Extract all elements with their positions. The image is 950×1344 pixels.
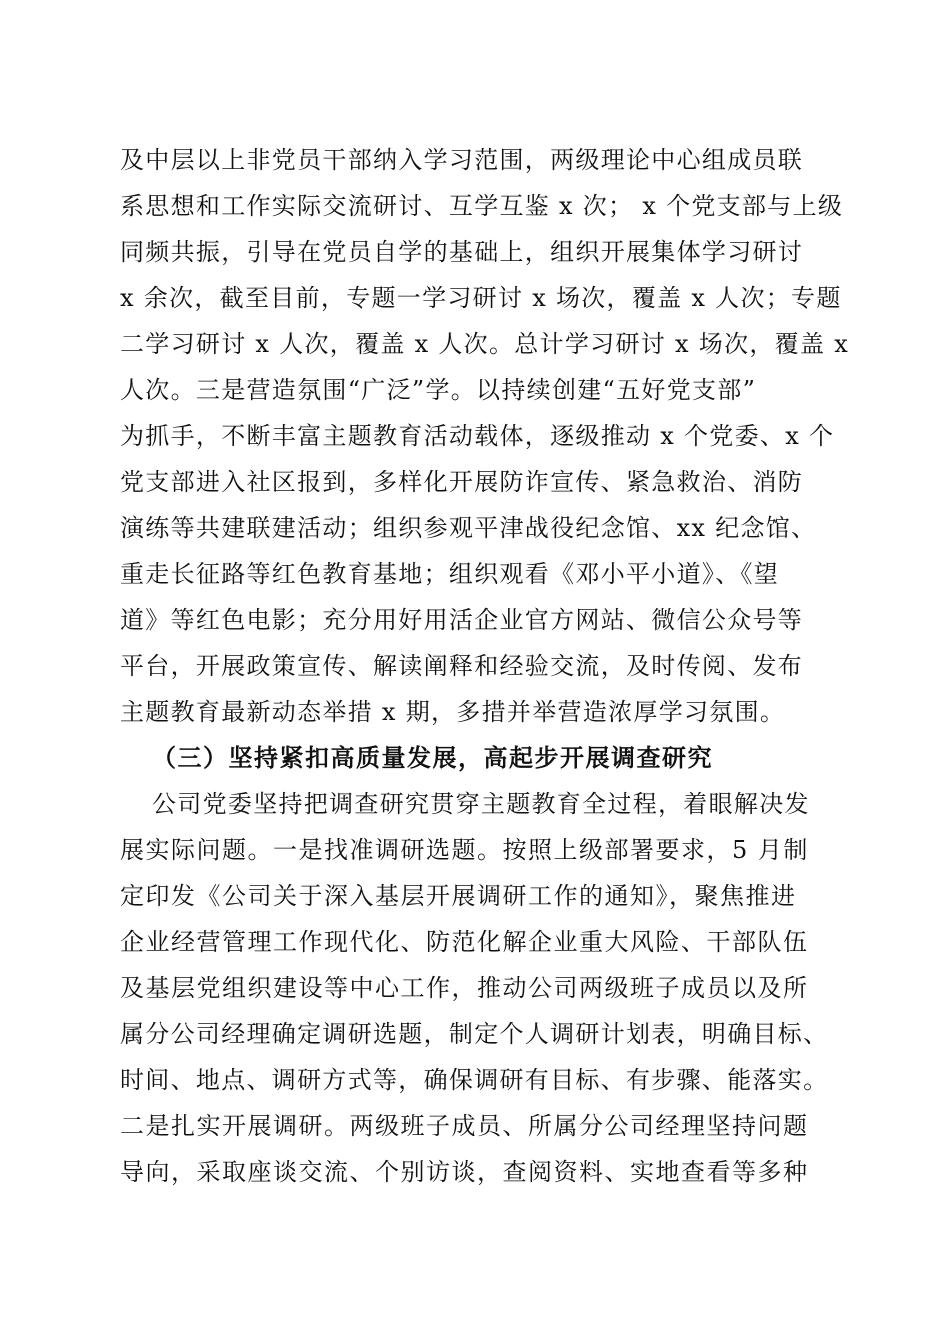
paragraph-line: 重走长征路等红色教育基地；组织观看《邓小平小道》、《望 (120, 560, 780, 588)
paragraph-line: 人次。三是营造氛围“广泛”学。以持续创建“五好党支部” (120, 376, 757, 404)
paragraph-line: 公司党委坚持把调查研究贯穿主题教育全过程，着眼解决发 (152, 790, 810, 818)
paragraph-line: 为抓手，不断丰富主题教育活动载体，逐级推动 x 个党委、x 个 (120, 422, 835, 450)
paragraph-line: 系思想和工作实际交流研讨、互学互鉴 x 次； x 个党支部与上级 (120, 192, 844, 220)
paragraph-line: 及基层党组织建设等中心工作，推动公司两级班子成员以及所 (120, 974, 809, 1002)
paragraph-line: 展实际问题。一是找准调研选题。按照上级部署要求，5 月制 (120, 836, 809, 864)
section-heading: （三）坚持紧扣高质量发展，高起步开展调查研究 (152, 743, 713, 772)
paragraph-line: 同频共振，引导在党员自学的基础上，组织开展集体学习研讨 (120, 238, 804, 266)
paragraph-line: 二是扎实开展调研。两级班子成员、所属分公司经理坚持问题 (120, 1112, 809, 1140)
paragraph-line: 导向，采取座谈交流、个别访谈，查阅资料、实地查看等多种 (120, 1158, 809, 1186)
paragraph-line: 二学习研讨 x 人次，覆盖 x 人次。总计学习研讨 x 场次，覆盖 x (120, 330, 850, 358)
paragraph-line: 定印发《公司关于深入基层开展调研工作的通知》，聚焦推进 (120, 882, 797, 910)
paragraph-line: 属分公司经理确定调研选题，制定个人调研计划表，明确目标、 (120, 1020, 829, 1048)
paragraph-line: 道》等红色电影；充分用好用活企业官方网站、微信公众号等 (120, 606, 804, 634)
paragraph-line: 企业经营管理工作现代化、防范化解企业重大风险、干部队伍 (120, 928, 809, 956)
paragraph-line: x 余次，截至目前，专题一学习研讨 x 场次，覆盖 x 人次；专题 (120, 284, 842, 312)
paragraph-line: 演练等共建联建活动；组织参观平津战役纪念馆、xx 纪念馆、 (120, 514, 817, 542)
paragraph-line: 主题教育最新动态举措 x 期，多措并举营造浓厚学习氛围。 (120, 698, 786, 726)
paragraph-line: 时间、地点、调研方式等，确保调研有目标、有步骤、能落实。 (120, 1066, 829, 1094)
paragraph-line: 及中层以上非党员干部纳入学习范围，两级理论中心组成员联 (120, 146, 804, 174)
paragraph-line: 党支部进入社区报到，多样化开展防诈宣传、紧急救治、消防 (120, 468, 804, 496)
paragraph-line: 平台，开展政策宣传、解读阐释和经验交流，及时传阅、发布 (120, 652, 804, 680)
